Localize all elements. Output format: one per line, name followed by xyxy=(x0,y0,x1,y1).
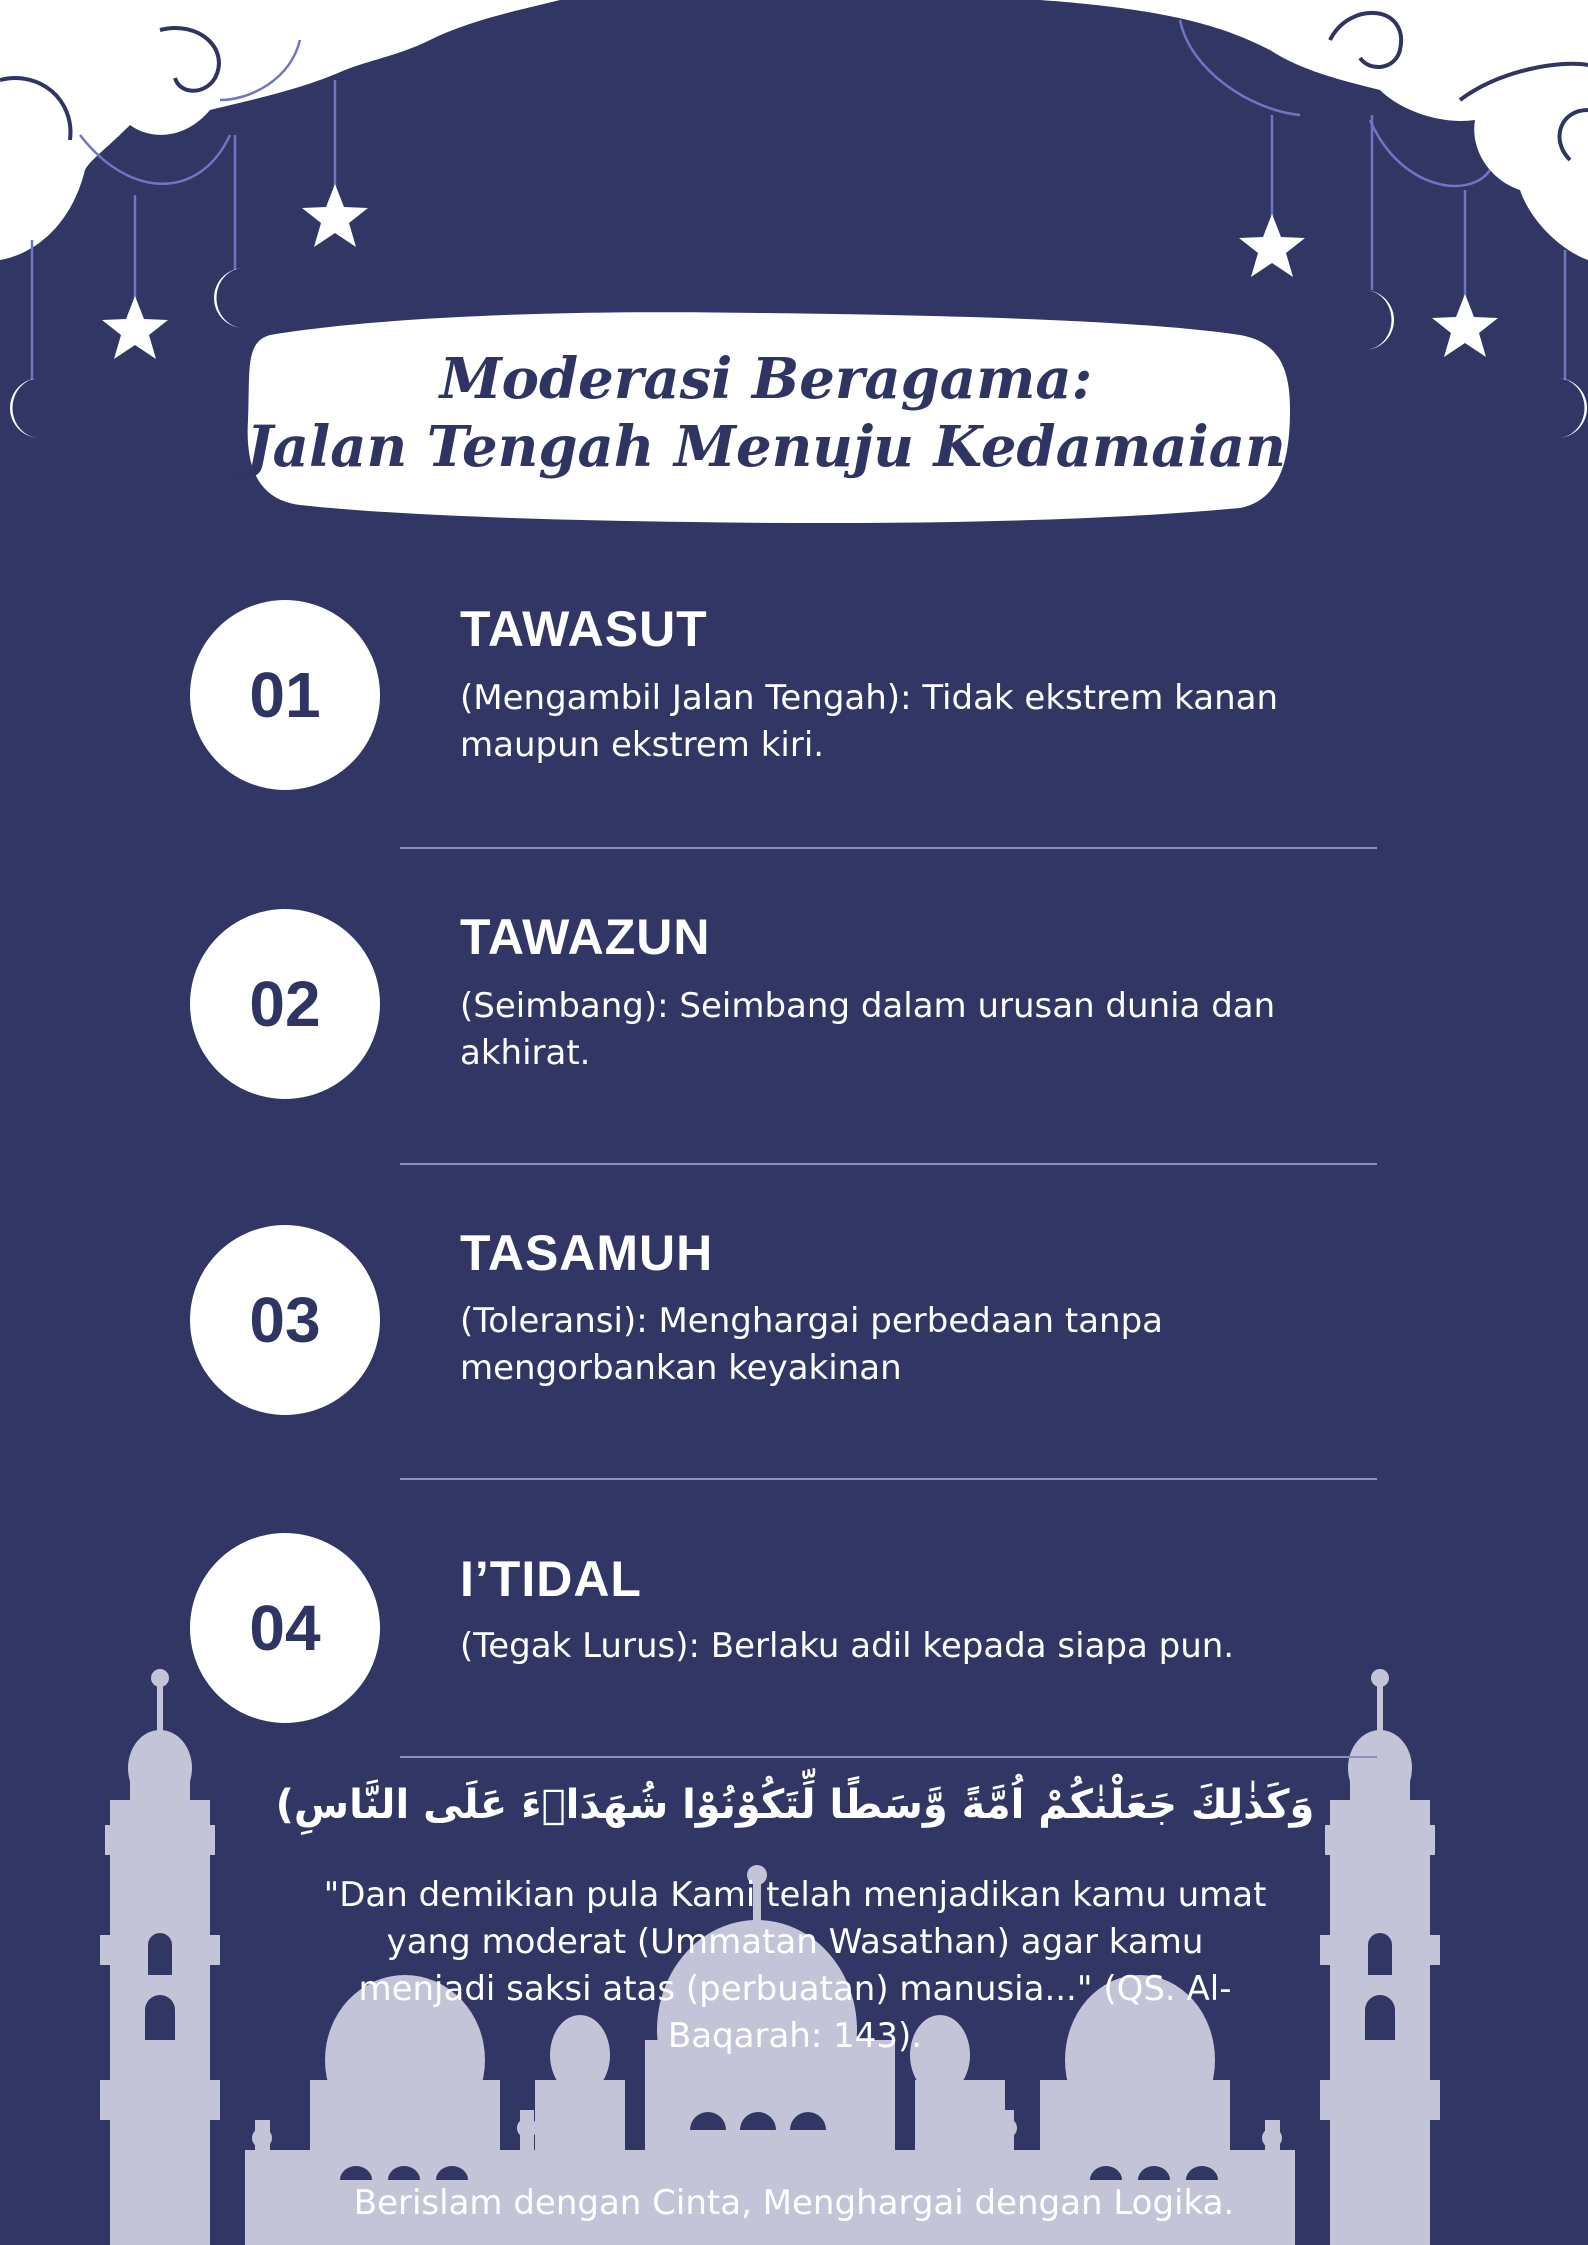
cloud-icon xyxy=(1040,0,1588,260)
item-description: (Toleransi): Menghargai perbedaan tanpa mengorbankan keyakinan xyxy=(460,1301,1164,1388)
item-title: TASAMUH xyxy=(460,1225,714,1281)
star-icon xyxy=(302,184,368,247)
divider xyxy=(400,847,1377,849)
divider xyxy=(400,1756,1377,1758)
star-icon xyxy=(102,296,168,359)
page-title xyxy=(240,345,1292,481)
crescent-moon-icon xyxy=(10,378,40,438)
item-description: (Mengambil Jalan Tengah): Tidak ekstrem kanan maupun ekstrem kiri. xyxy=(460,678,1279,765)
star-icon xyxy=(1239,214,1305,277)
item-number-badge: 04 xyxy=(190,1533,380,1723)
divider xyxy=(400,1163,1377,1165)
item-title: I’TIDAL xyxy=(460,1551,642,1607)
verse-translation: "Dan demikian pula Kami telah menjadikan kamu umat yang moderat (Ummatan Wasathan) agar kamu menjadi saksi atas (perbuatan) manusia..." (QS. Al-Baqarah: 143). xyxy=(323,1875,1267,2056)
title-line-2: Jalan Tengah Menuju Kedamaian xyxy=(246,414,1286,480)
cloud-icon xyxy=(0,0,560,260)
title-line-1: Moderasi Beragama: xyxy=(439,346,1093,412)
item-description: (Seimbang): Seimbang dalam urusan dunia dan akhirat. xyxy=(460,986,1276,1073)
item-number-badge: 01 xyxy=(190,600,380,790)
arabic-verse: وَكَذٰلِكَ جَعَلْنٰكُمْ اُمَّةً وَّسَطًا لِّتَكُوْنُوْا شُهَدَاۤءَ عَلَى النَّاسِ) xyxy=(275,1782,1315,1828)
crescent-moon-icon xyxy=(1364,290,1394,350)
footer-tagline: Berislam dengan Cinta, Menghargai dengan Logika. xyxy=(353,2183,1235,2223)
item-number-badge: 02 xyxy=(190,909,380,1099)
crescent-moon-icon xyxy=(1557,378,1587,438)
star-icon xyxy=(1432,294,1498,357)
divider xyxy=(400,1478,1377,1480)
item-description: (Tegak Lurus): Berlaku adil kepada siapa pun. xyxy=(460,1626,1235,1666)
item-title: TAWASUT xyxy=(460,601,708,657)
item-number-badge: 03 xyxy=(190,1225,380,1415)
item-title: TAWAZUN xyxy=(460,909,711,965)
